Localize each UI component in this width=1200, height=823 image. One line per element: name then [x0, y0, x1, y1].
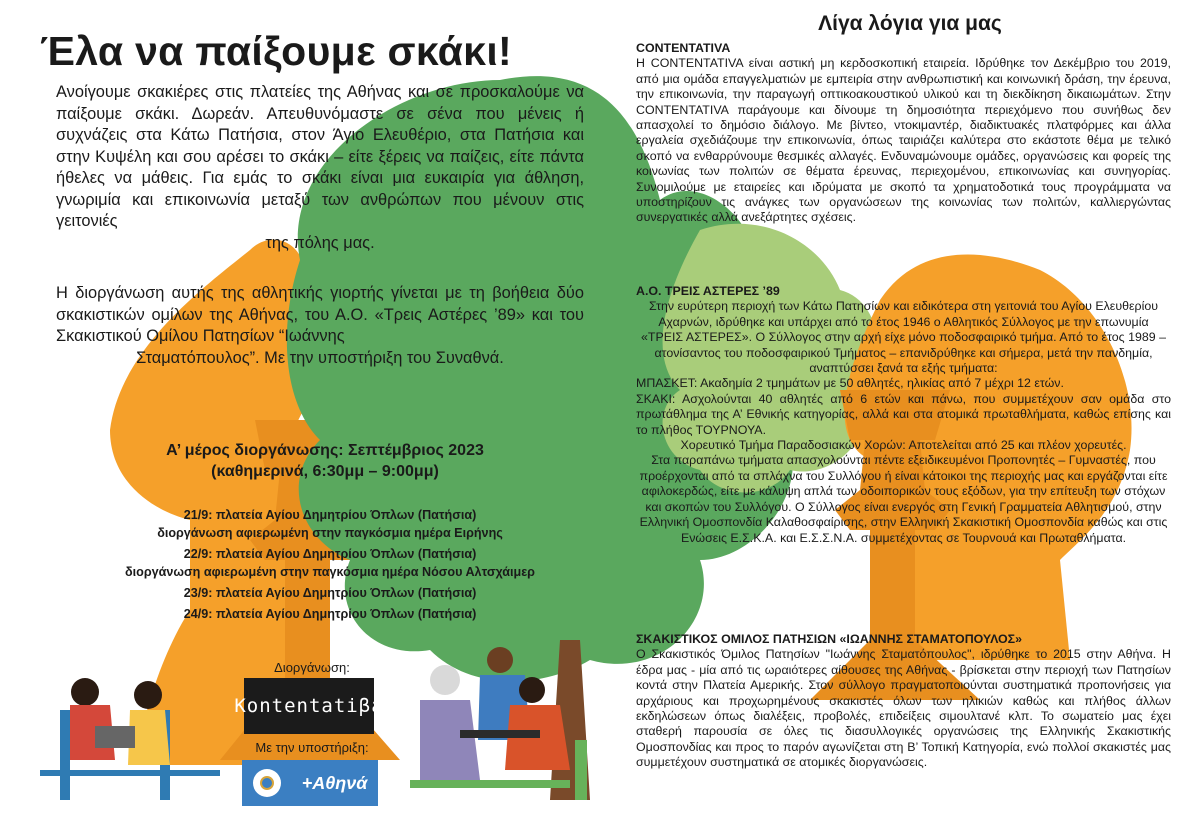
intro-2-last-line: Σταματόπουλος”. Με την υποστήριξη του Συναθνά.: [136, 348, 504, 367]
section-treis-asteres: [636, 284, 1171, 546]
section-body-paragraph: ΜΠΑΣΚΕΤ: Ακαδημία 2 τμημάτων με 50 αθλητές, ηλικίας από 7 μέχρι 12 ετών.: [636, 376, 1064, 391]
schedule-item-date-place: 22/9: πλατεία Αγίου Δημητρίου Όπλων (Πατήσια): [183, 547, 477, 561]
event-heading: [110, 440, 540, 482]
schedule-item-date-place: 24/9: πλατεία Αγίου Δημητρίου Όπλων (Πατήσια): [183, 607, 477, 621]
schedule-item-dedication: διοργάνωση αφιερωμένη στην παγκόσμια ημέρα Νόσου Αλτσχάιμερ: [125, 565, 535, 579]
athens-seal-icon: [253, 769, 281, 797]
intro-1-text: Ανοίγουμε σκακιέρες στις πλατείες της Αθήνας και σε προσκαλούμε να παίξουμε σκάκι. Δωρεάν. Απευθυνόμαστε σε σένα που μένεις ή συχνάζεις στα Κάτω Πατήσια, στον Άγιο Ελευθέριο, στα Πατήσια και στην Κυψέλη και σου αρέσει το σκάκι – είτε ξέρεις να παίζεις, είτε πάντα ήθελες να μάθεις. Για εμάς το σκάκι είναι μια ευκαιρία για άθληση, γνωριμία και επικοινωνία μεταξύ των ανθρώπων που μένουν στις γειτονιές: [56, 83, 584, 230]
section-body-paragraph: Στα παραπάνω τμήματα απασχολούνται πέντε εξειδικευμένοι Προπονητές – Γυμναστές, που προέρχονται από τα σπλάχνα του Συλλόγου ή είναι κάτοικοι της περιοχής μας και εργάζονται είτε αφιλοκερδώς, είτε με κάλυψη απλά των οδοιπορικών τους εξόδων, για την επίτευξη των στόχων και σκοπών του Συλλόγου. Ο Σύλλογος είναι ενεργός στη Γενική Γραμματεία Αθλητισμού, στην Ελληνική Ομοσπονδία Καλαθοσφαίρισης, στην Ελληνική Σκακιστική Ομοσπονδία καθώς και στις Ενώσεις Ε.Σ.Κ.Α. και Ε.Σ.Σ.Ν.Α. συμμετέχοντας σε Τουρνουά και Πρωταθλήματα.: [639, 453, 1168, 545]
section-body-paragraph: ΣΚΑΚΙ: Ασχολούνται 40 αθλητές από 6 ετών και πάνω, που συμμετέχουν σαν ομάδα στο πρωτάθλημα της Α’ Εθνικής κατηγορίας, αλλά και στα ατομικά πρωταθλήματα, καθώς επίσης και το πλήθος ΤΟΥΡΝΟΥΑ.: [636, 391, 1171, 437]
section-skakistikos-omilos: [636, 632, 1171, 771]
support-logo: [242, 760, 378, 806]
intro-2-text: Η διοργάνωση αυτής της αθλητικής γιορτής γίνεται με τη βοήθεια δύο σκακιστικών ομίλων της Αθήνας, του Α.Ο. «Τρεις Αστέρες ’89» και του Σκακιστικού Ομίλου Πατησίων “Ιωάννης: [56, 284, 584, 345]
intro-paragraph-1: [56, 82, 584, 254]
section-body: Ο Σκακιστικός Όμιλος Πατησίων "Ιωάννης Σταματόπουλος", ιδρύθηκε το 2015 στην Αθήνα. Η έδρα μας - μία από τις ωραιότερες αίθουσες της Αθήνας - βρίσκεται στην περιοχή των Πατησίων κοντά στην Πλατεία Αμερικής. Στον σύλλογο πραγματοποιούνται συστηματικά προπονήσεις για αρχάριους και προχωρημένους σκακιστές όλων των ηλικιών καθώς και πλήθος άλλων εκδηλώσεων όπως διαλέξεις, προβολές, επιδείξεις σιμουλτανέ κλπ. Το σωματείο μας έχει σταθερή παρουσία σε όλες τις διασυλλογικές οργανώσεις της Ελληνικής Σκακιστικής Ομοσπονδίας και προς το παρόν αγωνίζεται στη Β’ Τοπική Κατηγορία, ενώ πολλοί σκακιστές μας συμμετέχουν συστηματικά σε ατομικές διοργανώσεις.: [636, 647, 1171, 770]
event-heading-line-2: (καθημερινά, 6:30μμ – 9:00μμ): [211, 463, 439, 480]
section-heading: CONTENTATIVA: [636, 41, 731, 55]
section-heading: ΣΚΑΚΙΣΤΙΚΟΣ ΟΜΙΛΟΣ ΠΑΤΗΣΙΩΝ «ΙΩΑΝΝΗΣ ΣΤΑΜΑΤΟΠΟΥΛΟΣ»: [636, 632, 1022, 646]
section-body: Η CONTENTATIVA είναι αστική μη κερδοσκοπική εταιρεία. Ιδρύθηκε τον Δεκέμβριο του 2019, από μια ομάδα επαγγελματιών με εμπειρία στην ανθρωπιστική και κοινωνική δράση, την έρευνα, την επικοινωνία, την παραγωγή οπτικοακουστικού υλικού και τη διεκδίκηση δικαιωμάτων. Στην CONTENTATIVA παράγουμε και δίνουμε τη δημοσιότητα περιεχόμενο που συνήθως δεν απασχολεί το δημόσιο διάλογο. Με βίντεο, ντοκιμαντέρ, διαδικτυακές πλατφόρμες και άλλα εργαλεία σχεδιάζουμε την επικοινωνία, όπως ταιριάζει καλύτερα στο εκάστοτε θέμα με τελικό σκοπό να ενθαρρύνουμε θεσμικές αλλαγές. Ενδυναμώνουμε ομάδες, οργανώσεις και φορείς της κοινωνίας των πολιτών σε θέματα έρευνας, περιεχομένου, επικοινωνίας και συνηγορίας. Συνομιλούμε με εταιρείες και ιδρύματα με σκοπό τα χρηματοδοτικά τους προγράμματα να υποστηρίζουν τις ανάγκες των οργανώσεων της κοινωνίας των πολιτών, καλλιεργώντας συνεργατικές αλλά ανεξάρτητες σχέσεις.: [636, 56, 1171, 225]
main-title: Έλα να παίξουμε σκάκι!: [40, 28, 512, 74]
event-heading-line-1: Α’ μέρος διοργάνωσης: Σεπτέμβριος 2023: [166, 442, 484, 459]
about-title: Λίγα λόγια για μας: [818, 12, 1002, 35]
schedule-list: [40, 506, 620, 626]
schedule-item: [40, 584, 620, 602]
schedule-item: [40, 605, 620, 623]
section-body-paragraph: Στην ευρύτερη περιοχή των Κάτω Πατησίων και ειδικότερα στη γειτονιά του Αγίου Ελευθερίου Αχαρνών, ιδρύθηκε και υπάρχει από το έτος 1946 ο Αθλητικός Σύλλογος με την επωνυμία «ΤΡΕΙΣ ΑΣΤΕΡΕΣ». Ο Σύλλογος στην αρχή είχε μόνο ποδοσφαιρικό τμήμα. Από το έτος 1989 – ατονίσαντος του ποδοσφαιρικού Τμήματος – επανιδρύθηκε και σήμερα, μετά την πανδημία, αναπτύσσει ξανά τα εξής τμήματα:: [640, 299, 1166, 376]
schedule-item-dedication: διοργάνωση αφιερωμένη στην παγκόσμια ημέρα Ειρήνης: [157, 526, 503, 540]
organizer-logo-text: Kontentatiβa: [234, 695, 384, 717]
schedule-item-date-place: 21/9: πλατεία Αγίου Δημητρίου Όπλων (Πατήσια): [183, 508, 477, 522]
schedule-item: [40, 506, 620, 542]
intro-1-last-line: της πόλης μας.: [265, 233, 375, 252]
schedule-item: [40, 545, 620, 581]
organizer-label: Διοργάνωση:: [274, 660, 350, 675]
section-contentativa: [636, 41, 1171, 226]
support-logo-text: +Αθηνά: [301, 772, 368, 793]
support-label: Με την υποστήριξη:: [255, 740, 369, 755]
schedule-item-date-place: 23/9: πλατεία Αγίου Δημητρίου Όπλων (Πατήσια): [183, 586, 477, 600]
section-heading: Α.Ο. ΤΡΕΙΣ ΑΣΤΕΡΕΣ ’89: [636, 284, 780, 298]
intro-paragraph-2: [56, 283, 584, 369]
organizer-logo: [234, 678, 384, 734]
section-body-paragraph: Χορευτικό Τμήμα Παραδοσιακών Χορών: Αποτελείται από 25 και πλέον χορευτές.: [680, 438, 1127, 453]
